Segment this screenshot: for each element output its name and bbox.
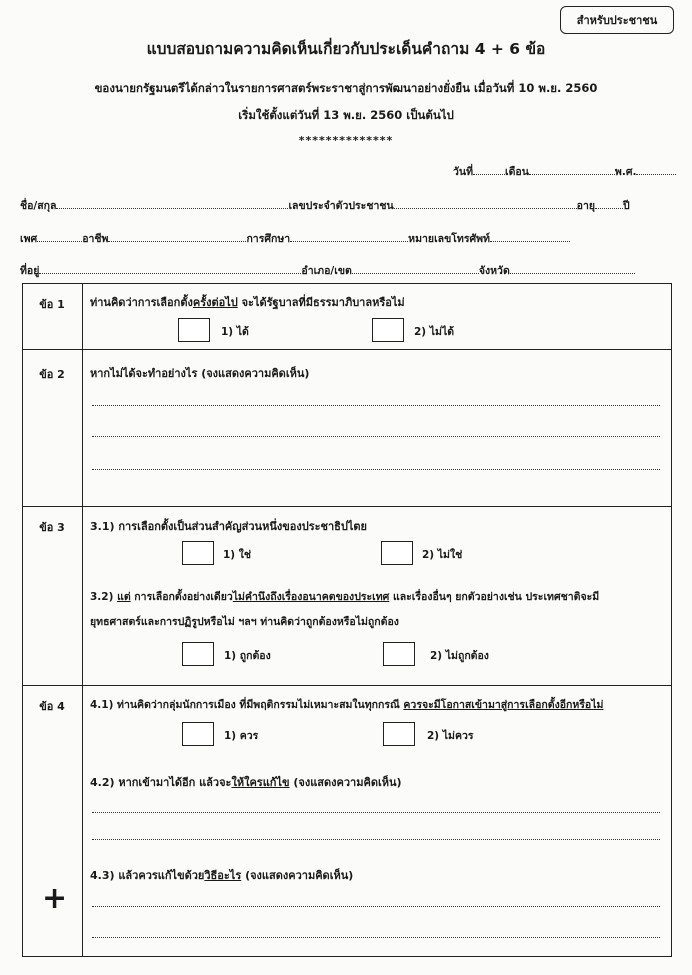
question-1-number: ข้อ 1 bbox=[39, 298, 65, 311]
address-label: ที่อยู่ bbox=[20, 265, 40, 277]
question-3-number: ข้อ 3 bbox=[39, 521, 65, 534]
plus-mark: + bbox=[42, 881, 68, 916]
question-4-3-text bbox=[90, 866, 353, 884]
q3-2-option-2-checkbox[interactable] bbox=[383, 642, 415, 666]
id-field[interactable] bbox=[394, 199, 577, 209]
q4-2-text-part: 4.2) หากเข้ามาได้อีก แล้วจะ bbox=[90, 776, 232, 789]
question-2-number: ข้อ 2 bbox=[39, 368, 65, 381]
age-unit: ปี bbox=[623, 200, 630, 212]
province-field[interactable] bbox=[510, 264, 635, 274]
year-field[interactable] bbox=[636, 165, 676, 175]
q4-1-option-1-checkbox[interactable] bbox=[182, 722, 214, 746]
name-label: ชื่อ/สกุล bbox=[20, 200, 57, 212]
q1-option-1-checkbox[interactable] bbox=[178, 318, 210, 342]
separator-stars: ************** bbox=[298, 134, 394, 147]
age-label: อายุ bbox=[576, 200, 596, 212]
row-divider bbox=[22, 506, 672, 507]
q3-1-option-2-checkbox[interactable] bbox=[381, 541, 413, 565]
q4-3-text-part: (จงแสดงความคิดเห็น) bbox=[241, 869, 354, 882]
q2-answer-line[interactable] bbox=[92, 469, 660, 470]
q3-1-option-1-label: 1) ใช่ bbox=[223, 549, 252, 561]
q1-underlined: ครั้งต่อไป bbox=[192, 296, 238, 309]
education-field[interactable] bbox=[290, 232, 408, 242]
age-field[interactable] bbox=[595, 199, 623, 209]
occupation-field[interactable] bbox=[108, 232, 246, 242]
q4-2-answer-line[interactable] bbox=[92, 839, 660, 840]
q3-2-underlined: ไม่คำนึงถึงเรื่องอนาคตของประเทศ bbox=[232, 591, 390, 603]
q3-2-underlined: แต่ bbox=[117, 591, 131, 603]
q3-2-prefix: 3.2) bbox=[90, 591, 118, 603]
id-label: เลขประจำตัวประชาชน bbox=[288, 200, 394, 212]
question-3-2-text-line2: ยุทธศาสตร์และการปฏิรูปหรือไม่ ฯลฯ ท่านคิดว่าถูกต้องหรือไม่ถูกต้อง bbox=[90, 616, 399, 628]
q4-2-text-part: (จงแสดงความคิดเห็น) bbox=[289, 776, 402, 789]
question-2-text: หากไม่ได้จะทำอย่างไร (จงแสดงความคิดเห็น) bbox=[90, 367, 310, 380]
q4-3-underlined: วิธีอะไร bbox=[204, 869, 242, 882]
sex-label: เพศ bbox=[20, 233, 38, 245]
address-field[interactable] bbox=[39, 264, 301, 274]
q4-3-text-part: 4.3) แล้วควรแก้ไขด้วย bbox=[90, 869, 205, 882]
q4-1-text-part: 4.1) ท่านคิดว่ากลุ่มนักการเมือง ที่มีพฤติกรรมไม่เหมาะสมในทุกกรณี bbox=[90, 699, 404, 711]
education-label: การศึกษา bbox=[246, 233, 291, 245]
province-label: จังหวัด bbox=[478, 265, 510, 277]
question-3-2-text bbox=[90, 588, 599, 605]
q4-3-answer-line[interactable] bbox=[92, 937, 660, 938]
form-title: แบบสอบถามความคิดเห็นเกี่ยวกับประเด็นคำถาม 4 + 6 ข้อ bbox=[146, 40, 546, 58]
for-public-badge: สำหรับประชาชน bbox=[560, 6, 674, 34]
occupation-label: อาชีพ bbox=[82, 233, 109, 245]
q4-1-option-2-label: 2) ไม่ควร bbox=[427, 730, 474, 742]
district-label: อำเภอ/เขต bbox=[301, 265, 352, 277]
q1-option-2-checkbox[interactable] bbox=[372, 318, 404, 342]
address-row bbox=[20, 262, 635, 279]
question-1-text bbox=[90, 293, 405, 311]
month-label: เดือน bbox=[505, 166, 529, 178]
column-divider bbox=[82, 284, 83, 956]
year-label: พ.ศ. bbox=[614, 166, 637, 178]
q1-text-part: ท่านคิดว่าการเลือกตั้ง bbox=[90, 296, 193, 309]
sex-field[interactable] bbox=[37, 232, 82, 242]
district-field[interactable] bbox=[352, 264, 479, 274]
q3-2-option-1-checkbox[interactable] bbox=[182, 642, 214, 666]
q3-2-text-part: การเลือกตั้งอย่างเดียว bbox=[130, 591, 233, 603]
q3-2-option-1-label: 1) ถูกต้อง bbox=[224, 650, 271, 662]
row-divider bbox=[22, 349, 672, 350]
question-4-1-text bbox=[90, 696, 603, 713]
q1-text-part: จะได้รัฐบาลที่มีธรรมาภิบาลหรือไม่ bbox=[237, 296, 405, 309]
effective-date: เริ่มใช้ตั้งแต่วันที่ 13 พ.ย. 2560 เป็นต้นไป bbox=[238, 108, 454, 122]
phone-field[interactable] bbox=[490, 232, 570, 242]
date-field[interactable] bbox=[473, 165, 505, 175]
question-3-1-text: 3.1) การเลือกตั้งเป็นส่วนสำคัญส่วนหนึ่งของประชาธิปไตย bbox=[90, 520, 367, 533]
question-4-number: ข้อ 4 bbox=[39, 700, 65, 713]
name-row bbox=[20, 197, 630, 214]
date-label: วันที่ bbox=[453, 166, 473, 178]
q4-1-option-1-label: 1) ควร bbox=[224, 730, 259, 742]
date-row bbox=[453, 163, 676, 180]
name-field[interactable] bbox=[56, 199, 288, 209]
q4-3-answer-line[interactable] bbox=[92, 906, 660, 907]
q4-1-underlined: ควรจะมีโอกาสเข้ามาสู่การเลือกตั้งอีกหรือไม่ bbox=[403, 699, 604, 711]
phone-label: หมายเลขโทรศัพท์ bbox=[408, 233, 490, 245]
q4-1-option-2-checkbox[interactable] bbox=[383, 722, 415, 746]
q2-answer-line[interactable] bbox=[92, 405, 660, 406]
q3-2-option-2-label: 2) ไม่ถูกต้อง bbox=[430, 650, 489, 662]
q3-1-option-1-checkbox[interactable] bbox=[182, 541, 214, 565]
row-divider bbox=[22, 685, 672, 686]
question-4-2-text bbox=[90, 773, 402, 791]
personal-row bbox=[20, 230, 570, 247]
q4-2-underlined: ให้ใครแก้ไข bbox=[231, 776, 290, 789]
month-field[interactable] bbox=[529, 165, 615, 175]
q3-2-text-part: และเรื่องอื่นๆ ยกตัวอย่างเช่น ประเทศชาติจะมี bbox=[389, 591, 600, 603]
q1-option-1-label: 1) ได้ bbox=[221, 326, 249, 338]
form-subtitle: ของนายกรัฐมนตรีได้กล่าวในรายการศาสตร์พระราชาสู่การพัฒนาอย่างยั่งยืน เมื่อวันที่ 10 พ.ย. 2560 bbox=[94, 81, 598, 95]
q4-2-answer-line[interactable] bbox=[92, 812, 660, 813]
q1-option-2-label: 2) ไม่ได้ bbox=[414, 326, 455, 338]
q2-answer-line[interactable] bbox=[92, 436, 660, 437]
q3-1-option-2-label: 2) ไม่ใช่ bbox=[422, 549, 463, 561]
